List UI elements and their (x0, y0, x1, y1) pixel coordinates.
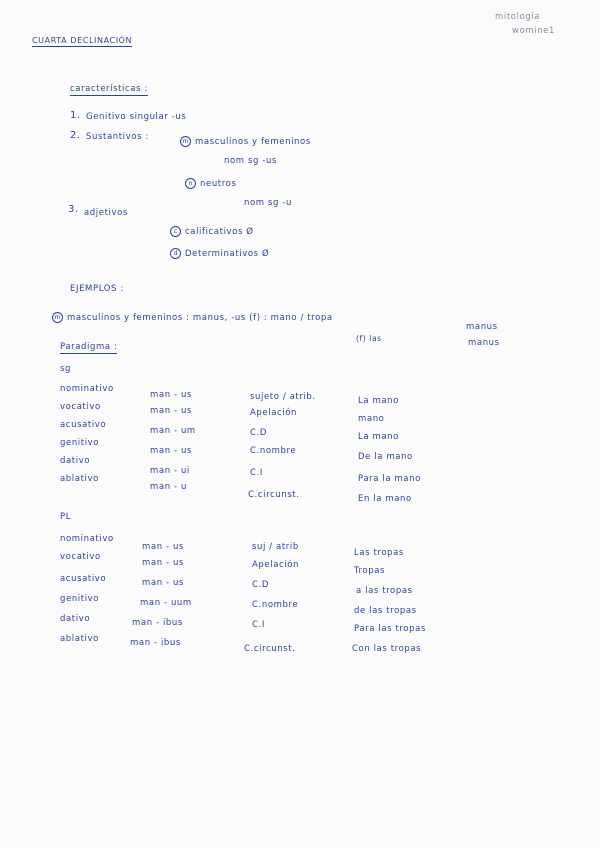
pl-0-caso: nominativo (60, 534, 114, 544)
pl-2-caso: acusativo (60, 574, 107, 584)
ejemplos-text: masculinos y femeninos : manus, -us (f) : mano / tropa (67, 313, 333, 323)
pl-3-trad: de las tropas (354, 606, 417, 616)
item2-neutro-mark: n (185, 178, 196, 189)
item2-masc-text: masculinos y femeninos (195, 137, 311, 147)
pl-1-trad: Tropas (354, 566, 386, 576)
sg-1-forma: man - us (150, 406, 192, 416)
item3-calif (170, 226, 254, 237)
item3-calif-text: calificativos Ø (185, 227, 254, 237)
item2-masc-mark: m (180, 136, 191, 147)
sg-0-caso: nominativo (60, 384, 114, 394)
pl-3-func: C.nombre (252, 600, 299, 610)
pl-2-func: C.D (252, 580, 269, 590)
item2-masc (180, 136, 311, 147)
table-row (60, 574, 106, 584)
sg-2-forma: man - um (150, 426, 196, 436)
item3-calif-mark: c (170, 226, 181, 237)
pl-4-forma: man - ibus (132, 618, 183, 628)
item3-determ-mark: d (170, 248, 181, 259)
sg-1-func: Apelación (250, 408, 298, 418)
item2-neutro-sub: nom sg -u (244, 198, 292, 208)
item3-label: adjetivos (84, 208, 128, 218)
ejemplos-right-1: manus (466, 322, 498, 332)
ejemplos-sub: (f) las (356, 334, 382, 343)
table-row (60, 420, 106, 430)
table-row (60, 456, 90, 466)
pl-4-caso: dativo (60, 614, 91, 624)
item3-determ-text: Determinativos Ø (185, 249, 270, 259)
sg-4-func: C.I (250, 468, 263, 478)
pl-4-func: C.I (252, 620, 265, 630)
pl-0-trad: Las tropas (354, 548, 404, 558)
pl-5-trad: Con las tropas (352, 644, 422, 654)
table-row (60, 634, 99, 644)
pl-3-caso: genitivo (60, 594, 100, 604)
sg-0-forma: man - us (150, 390, 192, 400)
sg-3-forma: man - us (150, 446, 192, 456)
sg-5-trad: En la mano (358, 494, 412, 504)
caracteristicas-heading: características : (70, 84, 148, 94)
pl-0-func: suj / atrib (252, 542, 299, 552)
sg-3-trad: De la mano (358, 452, 413, 462)
item1-num: 1. (70, 110, 81, 121)
item3-determ (170, 248, 269, 259)
ejemplos-mark: m (52, 312, 63, 323)
pl-label: PL (60, 512, 72, 522)
sg-label: sg (60, 364, 72, 374)
item2-label: Sustantivos : (86, 132, 149, 142)
item2-neutro (185, 178, 236, 189)
sg-4-forma: man - ui (150, 466, 190, 476)
corner-note-1: mitología (495, 12, 541, 22)
table-row (60, 552, 101, 562)
ejemplos-line (52, 312, 333, 323)
sg-3-caso: genitivo (60, 438, 100, 448)
sg-3-func: C.nombre (250, 446, 297, 456)
pl-2-trad: a las tropas (356, 586, 413, 596)
item2-num: 2. (70, 130, 81, 141)
pl-0-forma: man - us (142, 542, 184, 552)
table-row (60, 438, 99, 448)
pl-2-forma: man - us (142, 578, 184, 588)
page-title: CUARTA DECLINACIÓN (32, 36, 133, 45)
pl-4-trad: Para las tropas (354, 624, 426, 634)
item3-num: 3. (68, 204, 79, 215)
sg-5-func: C.circunst. (248, 490, 300, 500)
ejemplos-heading: EJEMPLOS : (70, 284, 124, 294)
item2-neutro-text: neutros (200, 179, 237, 189)
sg-5-caso: ablativo (60, 474, 99, 484)
sg-2-caso: acusativo (60, 420, 107, 430)
pl-5-caso: ablativo (60, 634, 99, 644)
paradigma-heading: Paradigma : (60, 342, 118, 352)
table-row (60, 384, 114, 394)
pl-3-forma: man - uum (140, 598, 192, 608)
table-row (60, 614, 90, 624)
sg-2-trad: La mano (358, 432, 399, 442)
sg-0-trad: La mano (358, 396, 399, 406)
table-row (60, 402, 101, 412)
pl-1-func: Apelación (252, 560, 300, 570)
ejemplos-right-2: manus (468, 338, 500, 348)
pl-1-forma: man - us (142, 558, 184, 568)
pl-5-forma: man - ibus (130, 638, 181, 648)
table-row (60, 474, 99, 484)
item1-text: Genitivo singular -us (86, 112, 187, 122)
sg-1-trad: mano (358, 414, 385, 424)
corner-note-2: womine1 (512, 26, 556, 36)
sg-4-trad: Para la mano (358, 474, 421, 484)
sg-0-func: sujeto / atrib. (250, 392, 316, 402)
table-row (60, 534, 114, 544)
pl-5-func: C.circunst. (244, 644, 296, 654)
table-row (60, 594, 99, 604)
sg-1-caso: vocativo (60, 402, 101, 412)
item2-masc-sub: nom sg -us (224, 156, 277, 166)
pl-1-caso: vocativo (60, 552, 101, 562)
sg-4-caso: dativo (60, 456, 91, 466)
sg-5-forma: man - u (150, 482, 187, 492)
sg-2-func: C.D (250, 428, 267, 438)
